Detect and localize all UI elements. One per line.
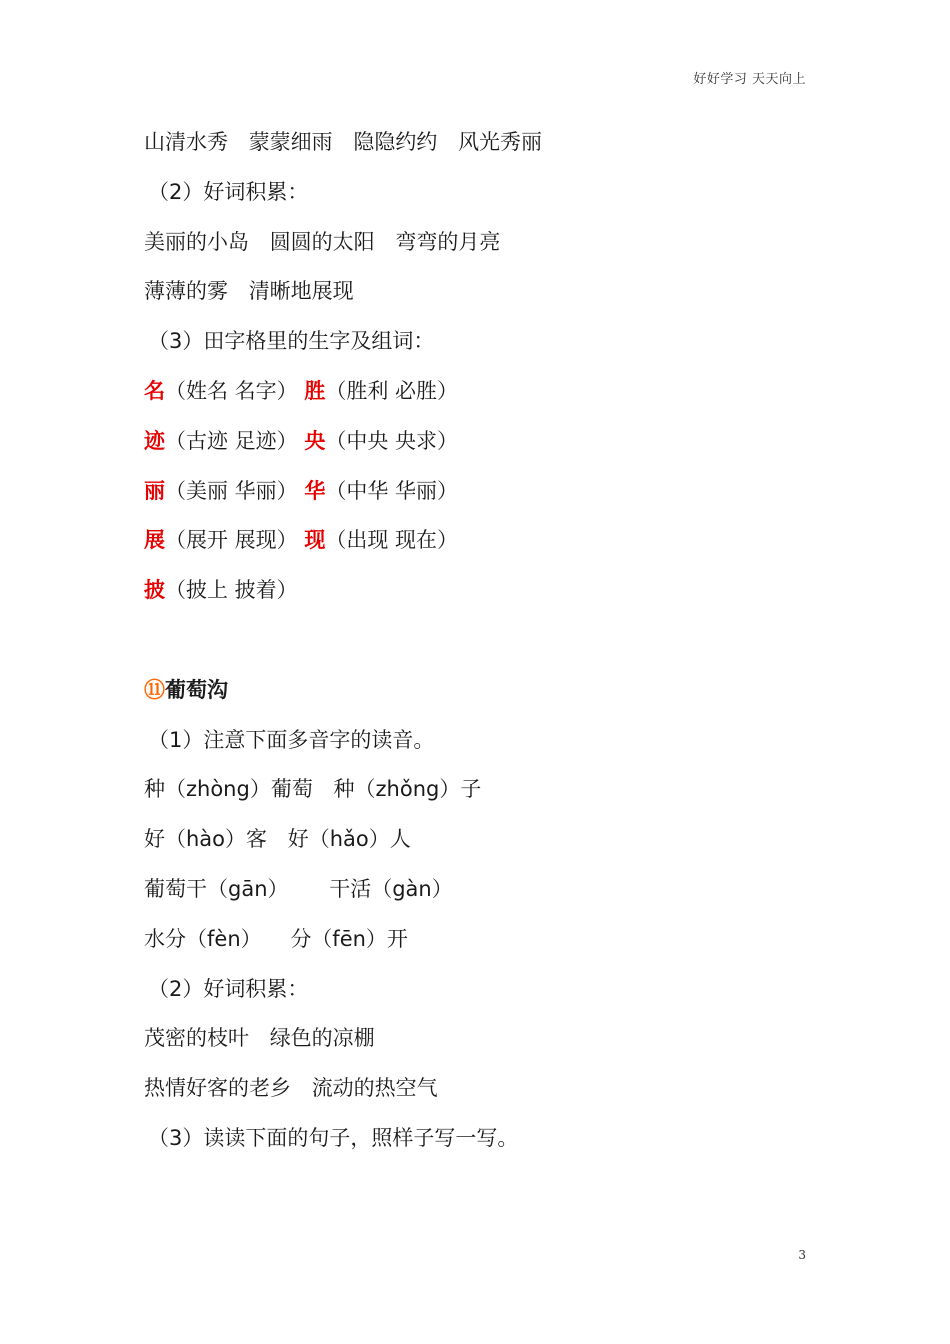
polyphone-item: 种（zhòng）葡萄 bbox=[144, 777, 313, 802]
character-words: （姓名 名字） bbox=[165, 378, 298, 403]
character-row bbox=[144, 417, 824, 467]
word: 流动的热空气 bbox=[311, 1076, 438, 1101]
character-words: （中华 华丽） bbox=[325, 478, 459, 503]
new-character: 央 bbox=[304, 428, 326, 453]
section-title: 葡萄沟 bbox=[165, 677, 228, 702]
word: 薄薄的雾 bbox=[144, 279, 228, 304]
word-list-row bbox=[144, 118, 824, 168]
new-character: 名 bbox=[144, 378, 165, 403]
word-list-row bbox=[144, 1064, 824, 1114]
section-heading bbox=[144, 666, 824, 716]
word: 茂密的枝叶 bbox=[144, 1026, 249, 1051]
word: 山清水秀 bbox=[144, 130, 228, 154]
character-row bbox=[144, 566, 824, 616]
character-row bbox=[144, 516, 824, 566]
word-list-row bbox=[144, 218, 824, 268]
subsection-title: （2）好词积累： bbox=[148, 976, 309, 1001]
new-character: 展 bbox=[144, 528, 165, 553]
character-words: （披上 披着） bbox=[165, 578, 298, 603]
new-character: 披 bbox=[144, 578, 165, 603]
section-number: ⑪ bbox=[144, 677, 165, 702]
word: 美丽的小岛 bbox=[144, 229, 249, 254]
character-words: （古迹 足迹） bbox=[165, 428, 298, 453]
word: 弯弯的月亮 bbox=[395, 229, 501, 254]
polyphone-item: 葡萄干（gān） bbox=[144, 876, 289, 901]
polyphone-item: 种（zhǒng）子 bbox=[333, 777, 482, 802]
polyphone-item: 好（hǎo）人 bbox=[287, 827, 411, 852]
subsection-title: （3）田字格里的生字及组词： bbox=[148, 329, 435, 354]
character-words: （中央 央求） bbox=[325, 428, 459, 453]
new-character: 胜 bbox=[304, 378, 326, 403]
document-body bbox=[144, 118, 824, 1164]
word-list-row bbox=[144, 1014, 824, 1064]
subsection-title: （1）注意下面多音字的读音。 bbox=[148, 727, 435, 752]
page-header: 好好学习 天天向上 bbox=[693, 72, 806, 87]
polyphone-row bbox=[144, 765, 824, 815]
character-words: （美丽 华丽） bbox=[165, 478, 298, 503]
subsection-title: （2）好词积累： bbox=[148, 179, 309, 204]
polyphone-item: 分（fēn）开 bbox=[290, 926, 408, 951]
new-character: 迹 bbox=[144, 428, 165, 453]
polyphone-item: 干活（gàn） bbox=[329, 876, 453, 901]
polyphone-row bbox=[144, 915, 824, 965]
word: 圆圆的太阳 bbox=[269, 229, 375, 254]
new-character: 现 bbox=[304, 528, 326, 553]
polyphone-item: 好（hào）客 bbox=[144, 827, 268, 852]
character-row bbox=[144, 367, 824, 417]
word: 热情好客的老乡 bbox=[144, 1076, 291, 1101]
character-words: （出现 现在） bbox=[325, 528, 459, 553]
subsection-title: （3）读读下面的句子，照样子写一写。 bbox=[148, 1125, 519, 1150]
word: 隐隐约约 bbox=[353, 130, 438, 154]
character-words: （展开 展现） bbox=[165, 528, 298, 553]
character-words: （胜利 必胜） bbox=[325, 378, 459, 403]
polyphone-row bbox=[144, 865, 824, 915]
polyphone-row bbox=[144, 815, 824, 865]
character-row bbox=[144, 467, 824, 517]
new-character: 华 bbox=[304, 478, 326, 503]
new-character: 丽 bbox=[144, 478, 165, 503]
page-number: 3 bbox=[798, 1248, 806, 1262]
word: 蒙蒙细雨 bbox=[248, 130, 333, 154]
word: 风光秀丽 bbox=[458, 130, 543, 154]
polyphone-item: 水分（fèn） bbox=[144, 926, 262, 951]
word-list-row bbox=[144, 267, 824, 317]
section-gap bbox=[144, 616, 824, 666]
word: 绿色的凉棚 bbox=[269, 1026, 375, 1051]
word: 清晰地展现 bbox=[248, 279, 354, 304]
